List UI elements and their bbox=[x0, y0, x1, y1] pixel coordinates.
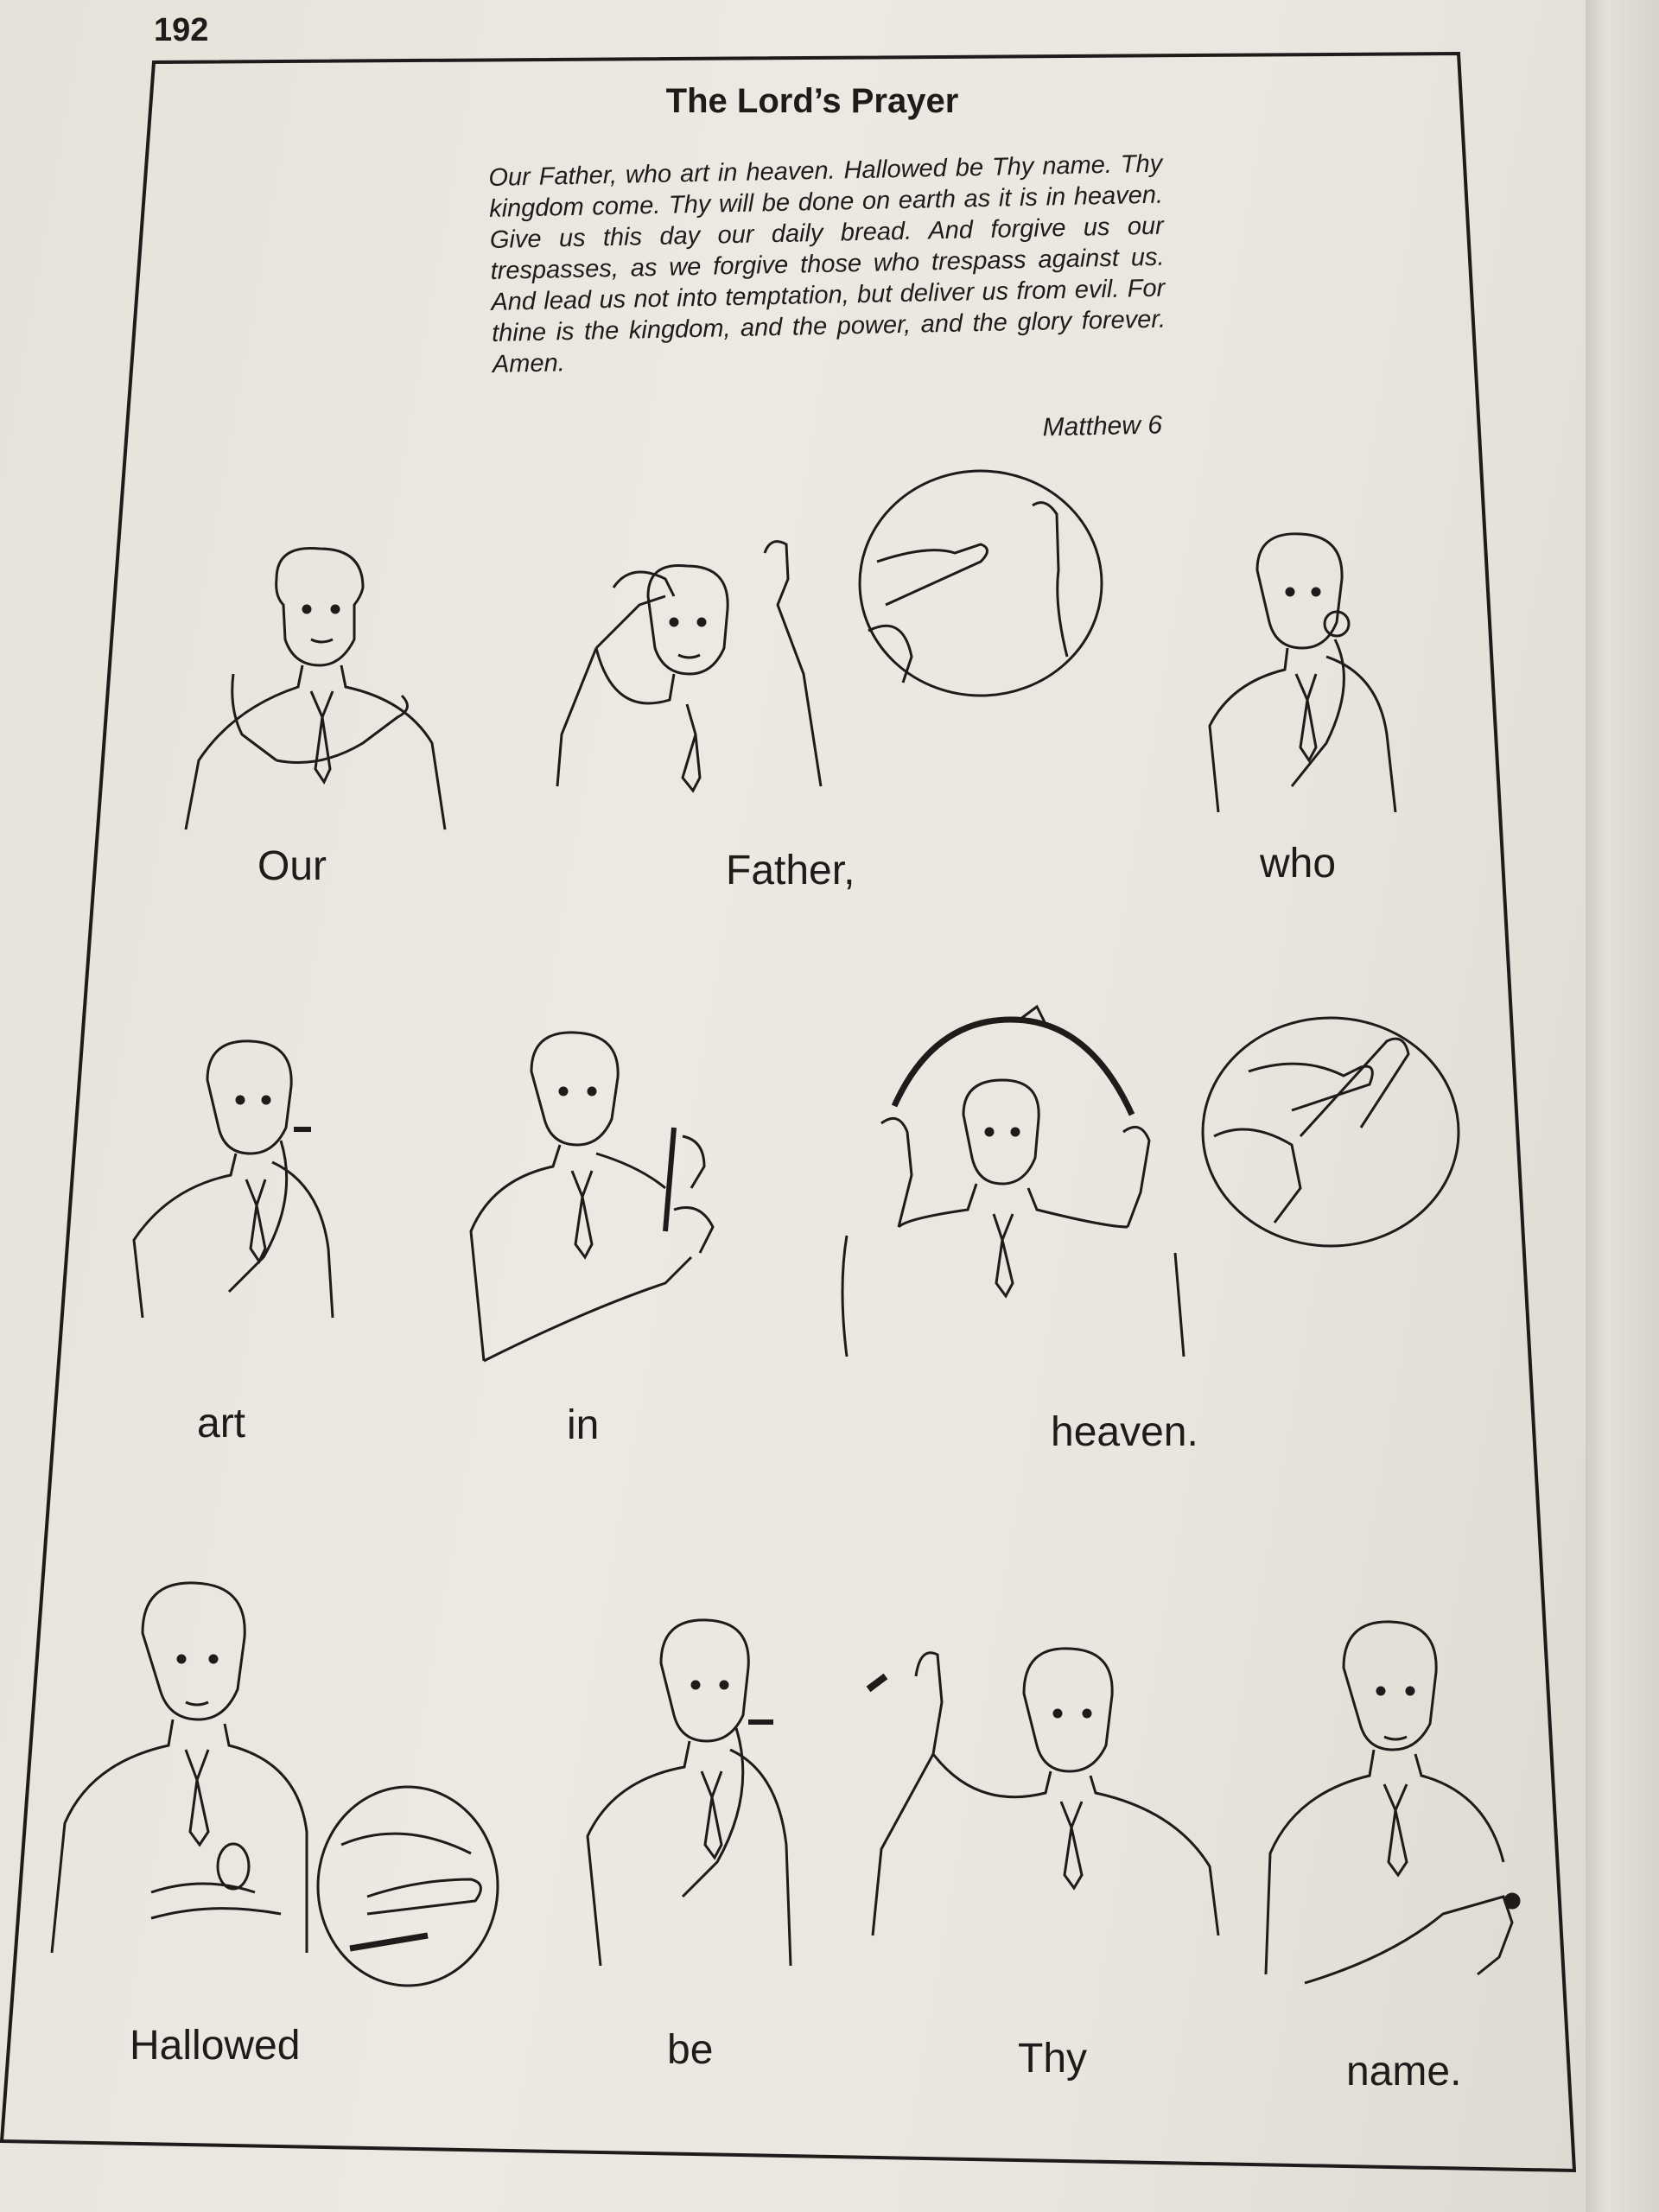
page-title: The Lord’s Prayer bbox=[665, 82, 959, 120]
citation: Matthew 6 bbox=[1042, 410, 1163, 442]
person-signing-who bbox=[1205, 527, 1404, 830]
page-number: 192 bbox=[154, 12, 209, 48]
sign-word-name: name. bbox=[1346, 2049, 1462, 2094]
father-detail-inset bbox=[851, 467, 1110, 709]
person-signing-be bbox=[579, 1611, 795, 1974]
sign-word-father: Father, bbox=[726, 848, 855, 893]
sign-word-in: in bbox=[567, 1402, 600, 1448]
person-signing-name bbox=[1253, 1611, 1538, 2018]
person-signing-father bbox=[544, 527, 855, 855]
sign-word-our: Our bbox=[257, 843, 327, 889]
person-signing-thy bbox=[864, 1624, 1227, 1987]
person-signing-hallowed bbox=[48, 1573, 307, 1970]
adjacent-page-edge bbox=[1586, 0, 1659, 2212]
person-signing-heaven bbox=[830, 1002, 1192, 1365]
sign-word-heaven: heaven. bbox=[1051, 1409, 1198, 1455]
person-signing-our bbox=[181, 544, 458, 838]
person-signing-art bbox=[125, 1033, 341, 1326]
sign-word-art: art bbox=[197, 1401, 246, 1446]
sign-word-who: who bbox=[1260, 841, 1337, 887]
sign-word-be: be bbox=[667, 2027, 714, 2073]
heaven-detail-inset bbox=[1197, 1015, 1465, 1257]
person-signing-in bbox=[467, 1024, 734, 1370]
hallowed-detail-inset bbox=[315, 1784, 501, 1992]
sign-word-thy: Thy bbox=[1018, 2036, 1088, 2082]
prayer-text: Our Father, who art in heaven. Hallowed be Thy name. Thy kingdom come. Thy will be done on earth as it is in heaven. Give us this day our daily bread. And forgive us our trespasses, as we forgive those who trespass against us. And lead us not into temptation, but deliver us from evil. For thine is the kingdom, and the power, and the glory forever. Amen. bbox=[488, 149, 1166, 378]
sign-word-hallowed: Hallowed bbox=[130, 2023, 301, 2069]
